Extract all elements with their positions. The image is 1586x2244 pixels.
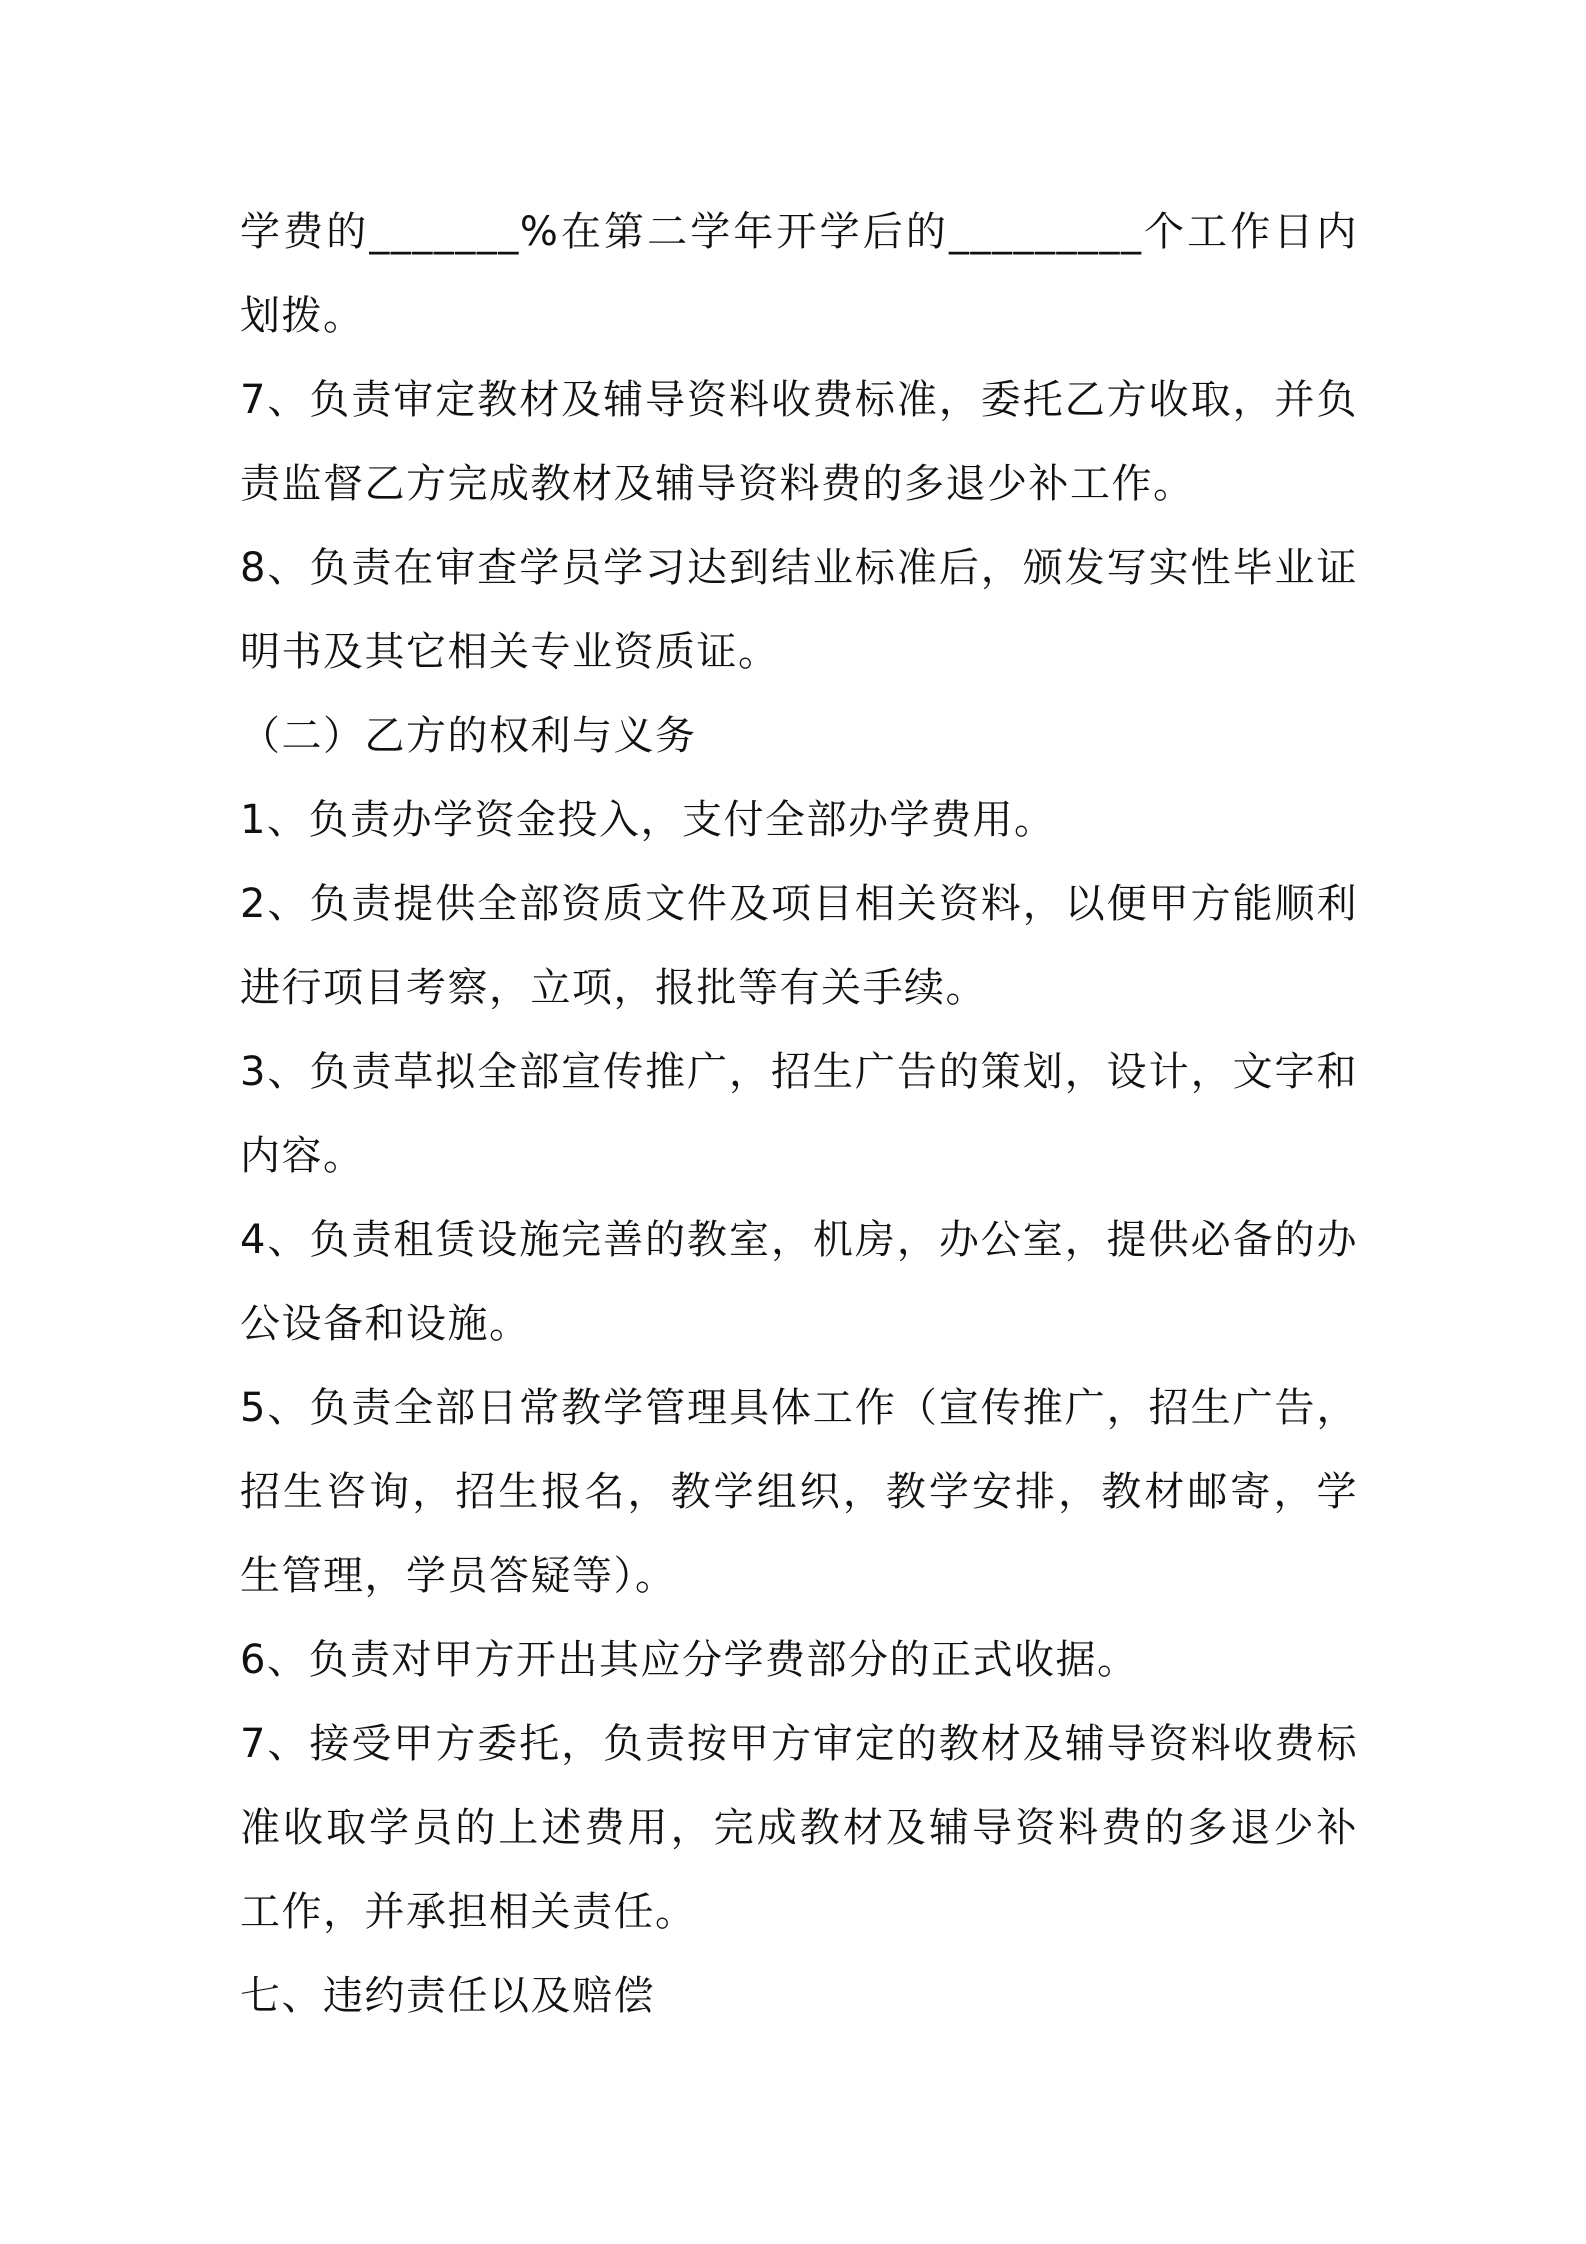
paragraph-party-b-item-3: 3、负责草拟全部宣传推广，招生广告的策划，设计，文字和内容。 [240,1049,1358,1179]
paragraph-party-b-item-6: 6、负责对甲方开出其应分学费部分的正式收据。 [240,1637,1139,1683]
paragraph-party-b-item-5: 5、负责全部日常教学管理具体工作（宣传推广，招生广告，招生咨询，招生报名，教学组织，教学安排，教材邮寄，学生管理，学员答疑等）。 [240,1385,1358,1599]
paragraph-party-b-item-7: 7、接受甲方委托，负责按甲方审定的教材及辅导资料收费标准收取学员的上述费用，完成教材及辅导资料费的多退少补工作，并承担相关责任。 [240,1721,1358,1935]
paragraph-party-b-item-1: 1、负责办学资金投入，支付全部办学费用。 [240,797,1056,843]
section-heading-party-b: （二）乙方的权利与义务 [240,713,697,759]
paragraph-party-b-item-2: 2、负责提供全部资质文件及项目相关资料，以便甲方能顺利进行项目考察，立项，报批等有关手续。 [240,881,1358,1011]
paragraph-party-a-item-8: 8、负责在审查学员学习达到结业标准后，颁发写实性毕业证明书及其它相关专业资质证。 [240,545,1358,675]
paragraph-tuition-transfer: 学费的_______%在第二学年开学后的_________个工作日内划拨。 [240,209,1358,339]
paragraph-party-b-item-4: 4、负责租赁设施完善的教室，机房，办公室，提供必备的办公设备和设施。 [240,1217,1358,1347]
section-heading-breach-liability: 七、违约责任以及赔偿 [240,1973,655,2019]
paragraph-party-a-item-7: 7、负责审定教材及辅导资料收费标准，委托乙方收取，并负责监督乙方完成教材及辅导资料费的多退少补工作。 [240,377,1358,507]
document-page [240,190,1358,2038]
